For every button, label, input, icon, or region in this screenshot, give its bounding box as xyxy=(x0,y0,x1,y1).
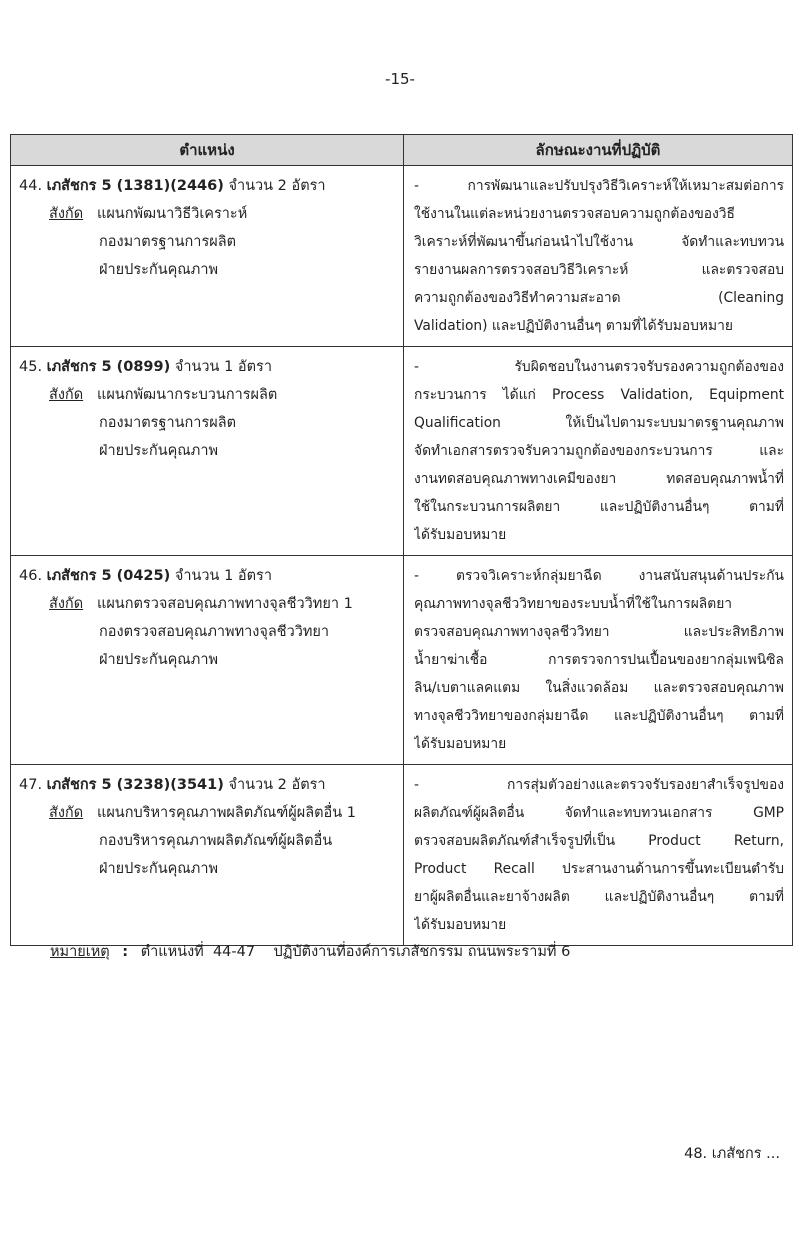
duty-line: - การสุ่มตัวอย่างและตรวจรับรองยาสำเร็จรูปของ xyxy=(414,777,784,793)
header-position: ตำแหน่ง xyxy=(11,135,404,166)
note-label: หมายเหตุ xyxy=(50,944,110,960)
position-cell xyxy=(11,556,404,765)
page-number: -15- xyxy=(385,70,415,88)
department-name: ฝ่ายประกันคุณภาพ xyxy=(99,861,219,877)
unit-name: แผนกตรวจสอบคุณภาพทางจุลชีววิทยา 1 xyxy=(96,596,353,612)
position-title: เภสัชกร 5 (0425) xyxy=(46,568,171,584)
position-number: 45. xyxy=(19,359,43,375)
duties-cell xyxy=(404,765,793,946)
note-separator: : xyxy=(122,944,129,960)
under-label: สังกัด xyxy=(49,805,84,821)
duty-line: วิเคราะห์ที่พัฒนาขึ้นก่อนนำไปใช้งาน จัดทำและทบทวน xyxy=(414,234,784,250)
division-name: กองมาตรฐานการผลิต xyxy=(99,415,237,431)
position-count: จำนวน 1 อัตรา xyxy=(174,568,272,584)
duties-cell xyxy=(404,347,793,556)
duty-line: รายงานผลการตรวจสอบวิธีวิเคราะห์ และตรวจสอบ xyxy=(414,262,784,278)
duty-line: คุณภาพทางจุลชีววิทยาของระบบน้ำที่ใช้ในการผลิตยา xyxy=(414,596,733,612)
duty-line: กระบวนการ ได้แก่ Process Validation, Equipment xyxy=(414,387,784,403)
position-title: เภสัชกร 5 (0899) xyxy=(46,359,171,375)
position-cell xyxy=(11,765,404,946)
duties-cell xyxy=(404,166,793,347)
position-title: เภสัชกร 5 (3238)(3541) xyxy=(46,777,224,793)
table-row xyxy=(11,347,793,556)
duty-line: - รับผิดชอบในงานตรวจรับรองความถูกต้องของ xyxy=(414,359,784,375)
duty-line: ใช้ในกระบวนการผลิตยา และปฏิบัติงานอื่นๆ ตามที่ xyxy=(414,499,784,515)
duty-line: งานทดสอบคุณภาพทางเคมีของยา ทดสอบคุณภาพน้ำที่ xyxy=(414,471,784,487)
division-name: กองบริหารคุณภาพผลิตภัณฑ์ผู้ผลิตอื่น xyxy=(99,833,333,849)
department-name: ฝ่ายประกันคุณภาพ xyxy=(99,652,219,668)
continuation-text: 48. เภสัชกร ... xyxy=(684,1146,780,1162)
note-text: ตำแหน่งที่ 44-47 ปฏิบัติงานที่องค์การเภสัชกรรม ถนนพระรามที่ 6 xyxy=(140,944,571,960)
table-row xyxy=(11,765,793,946)
duty-line: ลิน/เบตาแลคแตม ในสิ่งแวดล้อม และตรวจสอบคุณภาพ xyxy=(414,680,784,696)
duty-line: ทางจุลชีววิทยาของกลุ่มยาฉีด และปฏิบัติงานอื่นๆ ตามที่ xyxy=(414,708,784,724)
header-duties: ลักษณะงานที่ปฏิบัติ xyxy=(404,135,793,166)
department-name: ฝ่ายประกันคุณภาพ xyxy=(99,262,219,278)
duty-line: Product Recall ประสานงานด้านการขึ้นทะเบียนตำรับ xyxy=(414,861,784,877)
duty-line: ความถูกต้องของวิธีทำความสะอาด (Cleaning xyxy=(414,290,784,306)
positions-table xyxy=(10,134,793,946)
position-number: 46. xyxy=(19,568,43,584)
position-count: จำนวน 2 อัตรา xyxy=(228,777,326,793)
under-label: สังกัด xyxy=(49,206,84,222)
under-label: สังกัด xyxy=(49,596,84,612)
table-row xyxy=(11,556,793,765)
position-cell xyxy=(11,166,404,347)
under-label: สังกัด xyxy=(49,387,84,403)
position-number: 47. xyxy=(19,777,43,793)
position-cell xyxy=(11,347,404,556)
duty-line: น้ำยาฆ่าเชื้อ การตรวจการปนเปื้อนของยากลุ่มเพนิซิล xyxy=(414,652,784,668)
table-header-row xyxy=(11,135,793,166)
duties-cell xyxy=(404,556,793,765)
duty-line: ได้รับมอบหมาย xyxy=(414,917,507,933)
position-number: 44. xyxy=(19,178,43,194)
division-name: กองมาตรฐานการผลิต xyxy=(99,234,237,250)
duty-line: ใช้งานในแต่ละหน่วยงานตรวจสอบความถูกต้องของวิธี xyxy=(414,206,735,222)
duty-line: Qualification ให้เป็นไปตามระบบมาตรฐานคุณภาพ xyxy=(414,415,784,431)
duty-line: ได้รับมอบหมาย xyxy=(414,736,507,752)
duty-line: จัดทำเอกสารตรวจรับความถูกต้องของกระบวนการ และ xyxy=(414,443,784,459)
unit-name: แผนกบริหารคุณภาพผลิตภัณฑ์ผู้ผลิตอื่น 1 xyxy=(96,805,356,821)
duty-line: ตรวจสอบคุณภาพทางจุลชีววิทยา และประสิทธิภาพ xyxy=(414,624,784,640)
duty-line: ผลิตภัณฑ์ผู้ผลิตอื่น จัดทำและทบทวนเอกสาร GMP xyxy=(414,805,784,821)
unit-name: แผนกพัฒนาวิธีวิเคราะห์ xyxy=(96,206,248,222)
duty-line: ตรวจสอบผลิตภัณฑ์สำเร็จรูปที่เป็น Product Return, xyxy=(414,833,784,849)
position-count: จำนวน 1 อัตรา xyxy=(174,359,272,375)
unit-name: แผนกพัฒนากระบวนการผลิต xyxy=(96,387,278,403)
department-name: ฝ่ายประกันคุณภาพ xyxy=(99,443,219,459)
table-row xyxy=(11,166,793,347)
duty-line: ยาผู้ผลิตอื่นและยาจ้างผลิต และปฏิบัติงานอื่นๆ ตามที่ xyxy=(414,889,784,905)
duty-line: ได้รับมอบหมาย xyxy=(414,527,507,543)
duty-line: Validation) และปฏิบัติงานอื่นๆ ตามที่ได้รับมอบหมาย xyxy=(414,318,733,334)
division-name: กองตรวจสอบคุณภาพทางจุลชีววิทยา xyxy=(99,624,330,640)
position-count: จำนวน 2 อัตรา xyxy=(228,178,326,194)
position-title: เภสัชกร 5 (1381)(2446) xyxy=(46,178,224,194)
duty-line: - ตรวจวิเคราะห์กลุ่มยาฉีด งานสนับสนุนด้านประกัน xyxy=(414,568,784,584)
duty-line: - การพัฒนาและปรับปรุงวิธีวิเคราะห์ให้เหมาะสมต่อการ xyxy=(414,178,784,194)
footnote xyxy=(50,940,570,963)
